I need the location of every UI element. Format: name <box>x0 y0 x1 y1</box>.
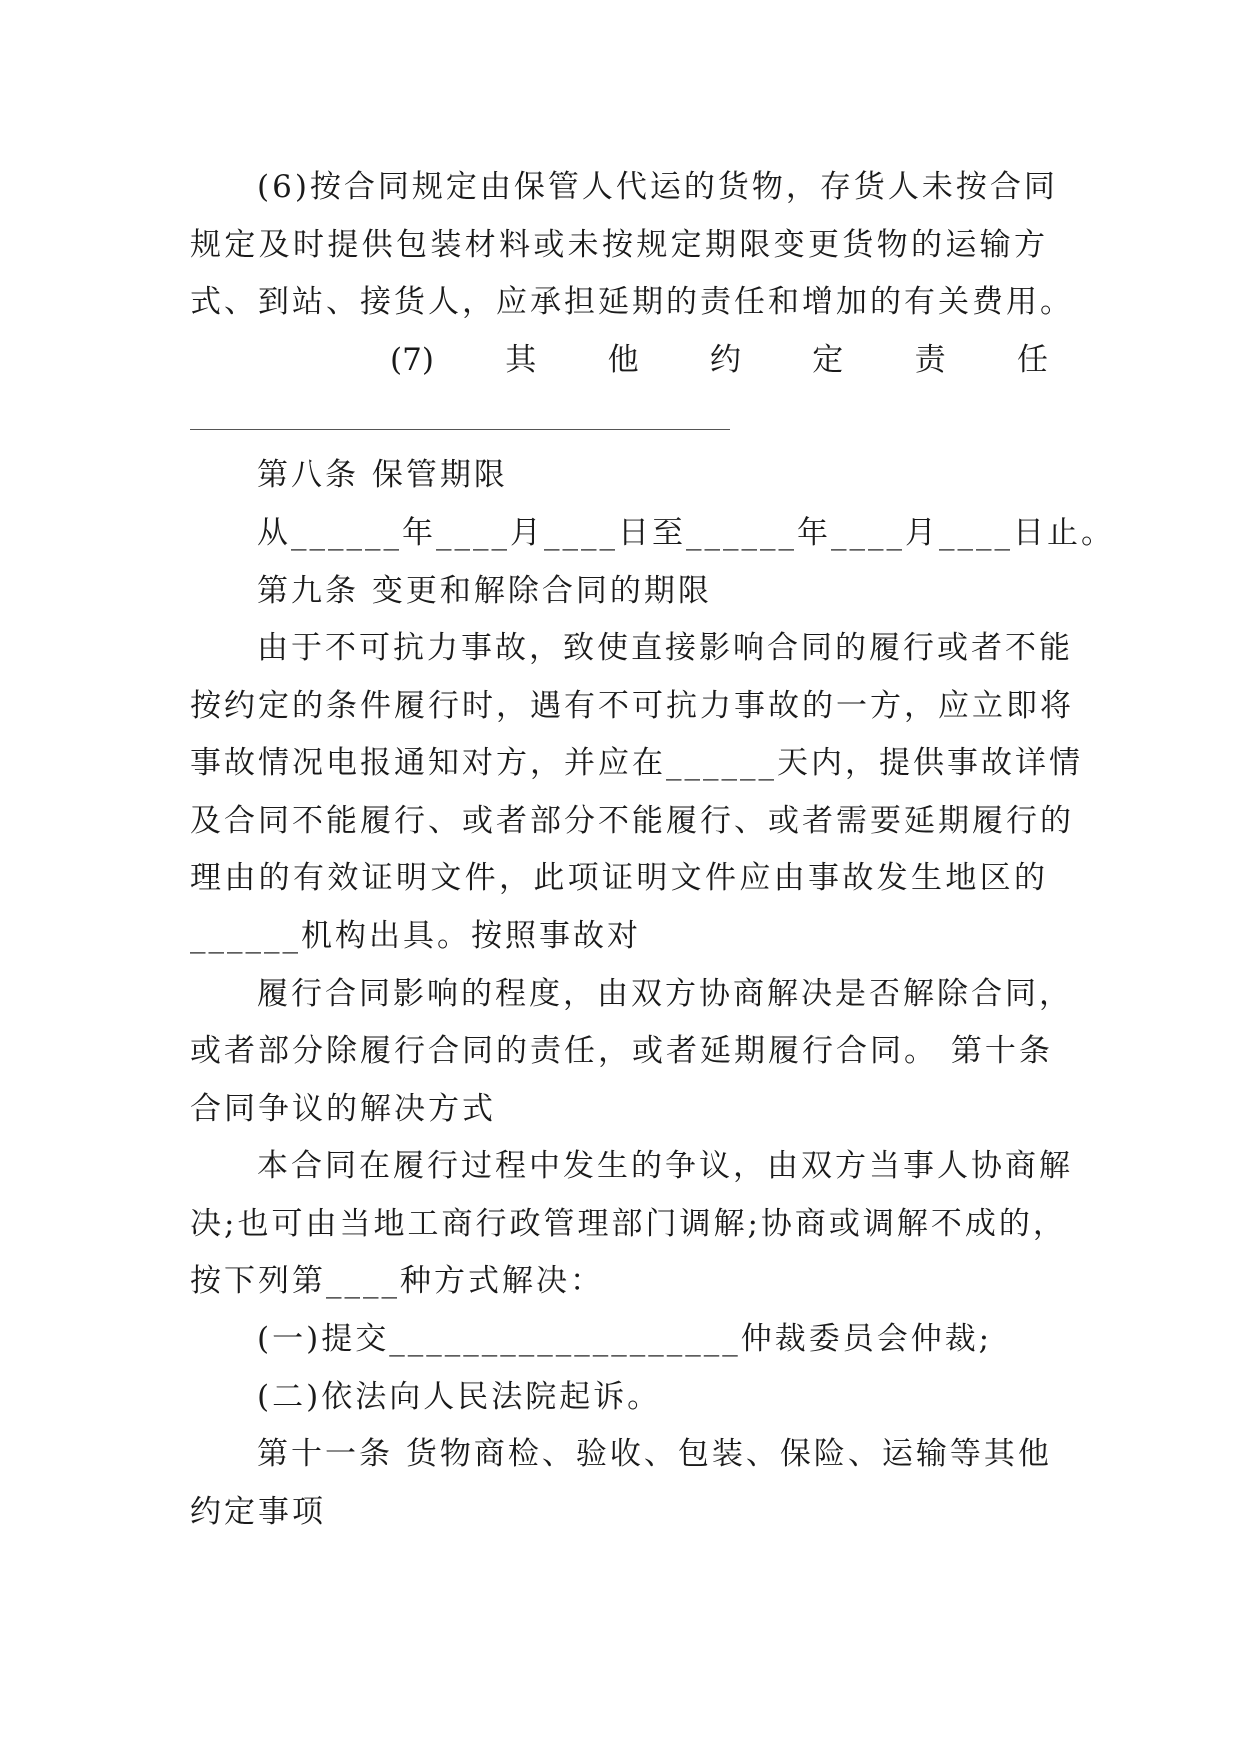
section-heading: 合同争议的解决方式 <box>190 1091 496 1127</box>
item-7-char: 其 <box>505 342 537 378</box>
text-line: (一)提交___________________仲裁委员会仲裁; <box>257 1321 993 1357</box>
text-line: 理由的有效证明文件，此项证明文件应由事故发生地区的 <box>190 860 1048 896</box>
item-7-char: 任 <box>1016 342 1048 378</box>
text-line: 规定及时提供包装材料或未按规定期限变更货物的运输方 <box>190 227 1048 263</box>
item-7-char: 约 <box>709 342 741 378</box>
text-line: (6)按合同规定由保管人代运的货物，存货人未按合同 <box>257 169 1058 205</box>
text-line: 履行合同影响的程度，由双方协商解决是否解除合同， <box>257 976 1073 1012</box>
text-line: 本合同在履行过程中发生的争议，由双方当事人协商解 <box>257 1148 1073 1184</box>
text-line: 从______年____月____日至______年____月____日止。 <box>257 515 1115 551</box>
item-7-char: 他 <box>607 342 639 378</box>
text-line: ______机构出具。按照事故对 <box>190 918 641 954</box>
section-heading: 第八条 保管期限 <box>257 457 508 493</box>
text-line: (二)依法向人民法院起诉。 <box>257 1379 662 1415</box>
text-line: 按下列第____种方式解决： <box>190 1263 604 1299</box>
item-7-line <box>390 331 1048 389</box>
item-7-char: 定 <box>812 342 844 378</box>
text-line: 由于不可抗力事故，致使直接影响合同的履行或者不能 <box>257 630 1073 666</box>
item-7-char: 责 <box>914 342 946 378</box>
blank-underline <box>190 429 730 430</box>
text-line: 事故情况电报通知对方，并应在______天内，提供事故详情 <box>190 745 1083 781</box>
text-line: 决;也可由当地工商行政管理部门调解;协商或调解不成的， <box>190 1206 1067 1242</box>
text-line: 按约定的条件履行时，遇有不可抗力事故的一方，应立即将 <box>190 688 1074 724</box>
section-heading: 第十一条 货物商检、验收、包装、保险、运输等其他 <box>257 1436 1052 1472</box>
text-line: 式、到站、接货人，应承担延期的责任和增加的有关费用。 <box>190 284 1074 320</box>
text-line: 或者部分除履行合同的责任，或者延期履行合同。 第十条 <box>190 1033 1053 1069</box>
section-heading: 约定事项 <box>190 1494 326 1530</box>
text-line: 及合同不能履行、或者部分不能履行、或者需要延期履行的 <box>190 803 1074 839</box>
section-heading: 第九条 变更和解除合同的期限 <box>257 573 712 609</box>
item-7-number: (7) <box>390 342 434 378</box>
